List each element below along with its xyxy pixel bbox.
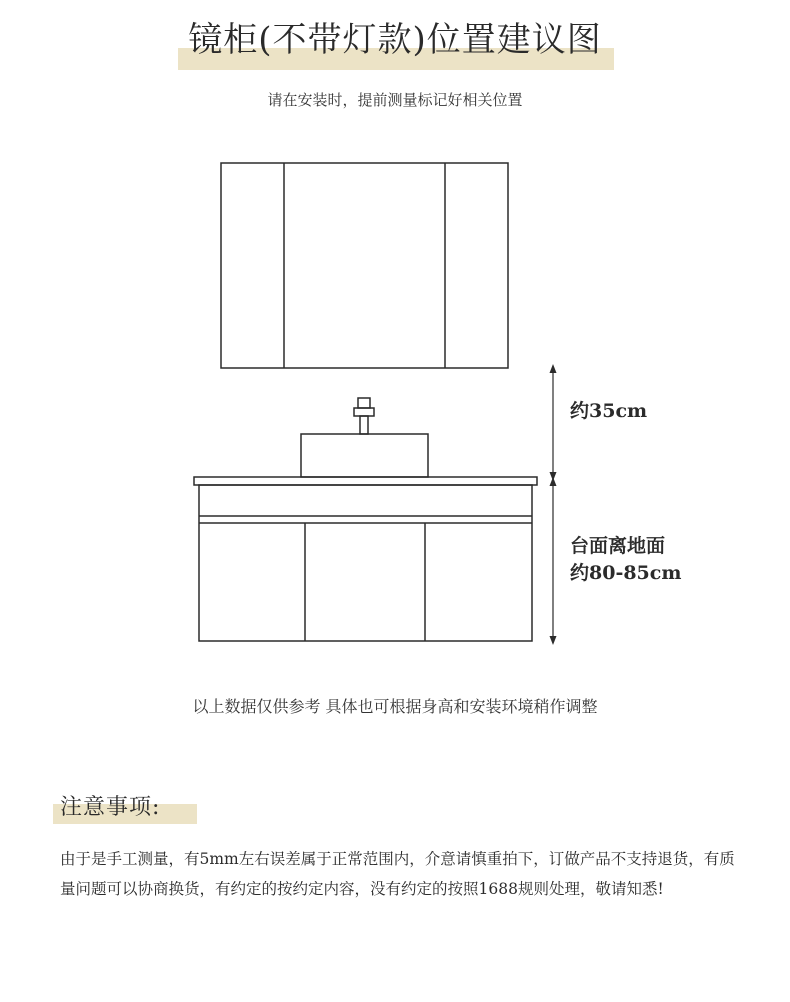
gap-dimension-label: 约35cm xyxy=(570,400,648,422)
reference-note: 以上数据仅供参考 具体也可根据身高和安装环境稍作调整 xyxy=(192,697,598,716)
height-dimension-arrow xyxy=(550,477,557,645)
basin xyxy=(301,434,428,477)
faucet-handle xyxy=(358,398,370,408)
faucet xyxy=(354,398,374,434)
page-title: 镜柜(不带灯款)位置建议图 xyxy=(188,20,602,60)
page-subtitle: 请在安装时，提前测量标记好相关位置 xyxy=(267,91,523,109)
faucet-spout xyxy=(354,408,374,416)
faucet-body xyxy=(360,416,368,434)
height-dimension-label-line2: 约80-85cm xyxy=(570,562,682,584)
notice-body: 由于是手工测量，有5mm左右误差属于正常范围内，介意请慎重拍下，订做产品不支持退货，有质量问题可以协商换货，有约定的按约定内容，没有约定的按照1688规则处理，敬请知悉! xyxy=(60,850,735,898)
vanity-cabinet xyxy=(199,485,532,641)
vanity-frame xyxy=(199,485,532,641)
height-dimension-label-line1: 台面离地面 xyxy=(570,535,666,557)
gap-dimension-arrow xyxy=(550,364,557,481)
countertop xyxy=(194,477,537,485)
notice-title: 注意事项: xyxy=(60,795,161,820)
mirror-cabinet-frame xyxy=(221,163,508,368)
mirror-cabinet xyxy=(221,163,508,368)
